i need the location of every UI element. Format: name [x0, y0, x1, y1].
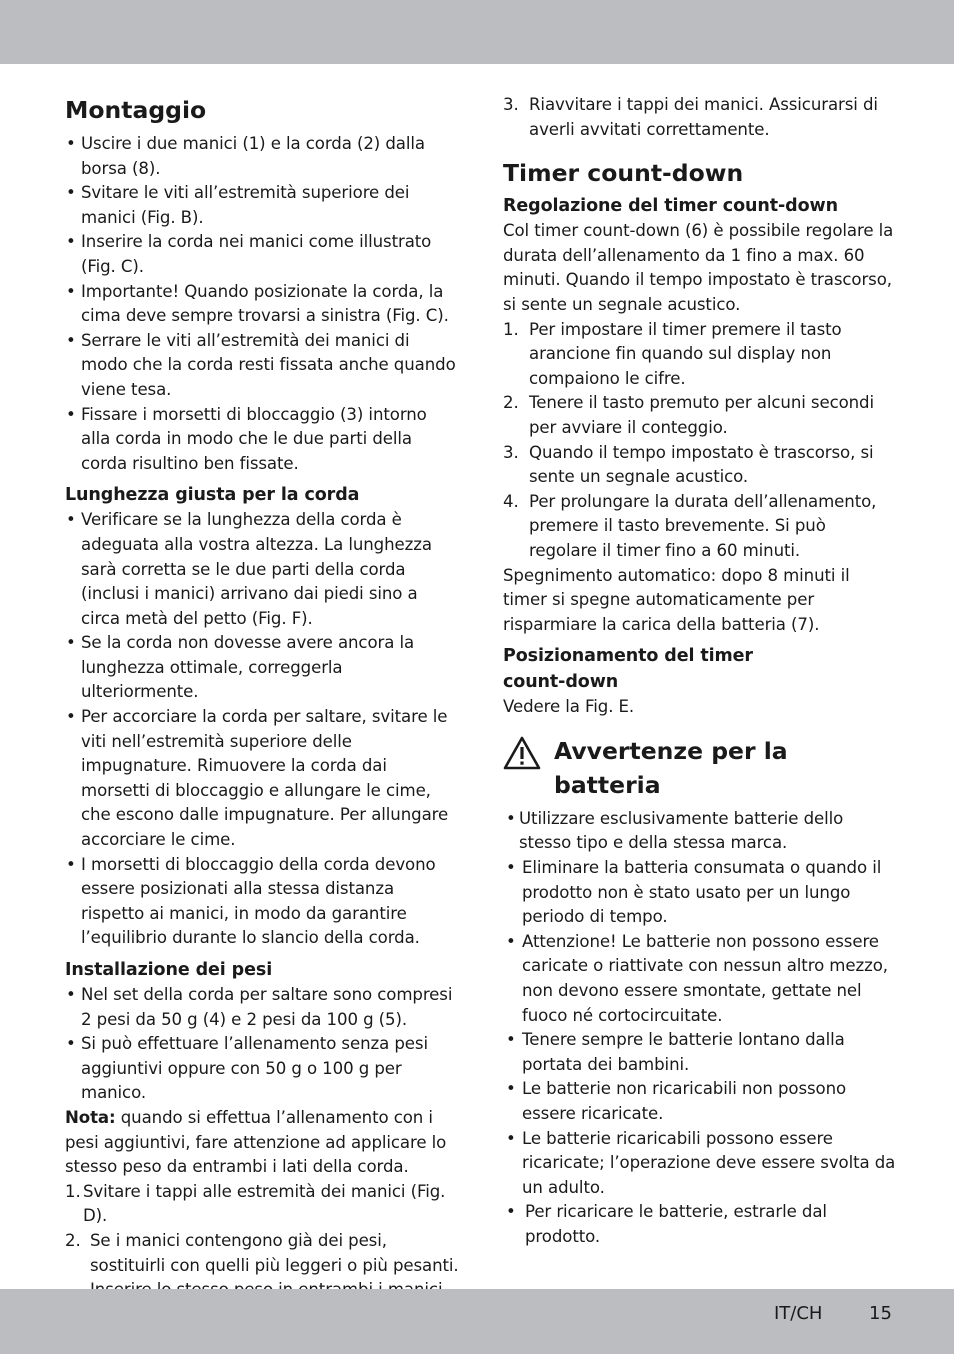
step-item: 1. Per impostare il timer premere il tasto arancione fin quando sul display non compaiono le cifre. [503, 319, 842, 388]
list-item: • Verificare se la lunghezza della corda è adeguata alla vostra altezza. La lunghezza sarà corretta se le due parti della corda (inclusi i manici) arrivano dai piedi sino a circa metà del petto (Fig. F). [66, 510, 432, 628]
list-item: • Si può effettuare l’allenamento senza pesi aggiuntivi oppure con 50 g o 100 g per manico. [66, 1034, 428, 1103]
list-item: • Uscire i due manici (1) e la corda (2) dalla borsa (8). [66, 134, 425, 178]
list-item: • Importante! Quando posizionate la corda, la cima deve sempre trovarsi a sinistra (Fig. C). [66, 281, 449, 326]
step-item: 2. Se i manici contengono già dei pesi, sostituirli con quelli più leggeri o più pesanti. [65, 1230, 459, 1275]
subheading-posizionamento: Posizionamento del timer count-down [503, 646, 753, 693]
regolazione-text: Col timer count-down (6) è possibile regolare la durata dell’allenamento da 1 fino a max. 60 minuti. Quando il tempo impostato è trascorso, si sente un segnale acustico. [503, 221, 894, 314]
page-number: 15 [869, 1303, 892, 1324]
list-item: • Le batterie ricaricabili possono essere ricaricate; l’operazione deve essere svolta da un adulto. [506, 1128, 896, 1197]
subheading-regolazione: Regolazione del timer count-down [503, 196, 838, 217]
list-item: • Tenere sempre le batterie lontano dalla portata dei bambini. [506, 1030, 845, 1074]
list-item: • Serrare le viti all’estremità dei manici di modo che la corda resti fissata anche quando viene tesa. [66, 330, 456, 399]
header-band [0, 0, 954, 64]
list-item: • Fissare i morsetti di bloccaggio (3) intorno alla corda in modo che le due parti della corda risultino ben fissate. [66, 404, 427, 473]
nota-paragraph [65, 1106, 460, 1180]
pesi-steps-continued [503, 93, 898, 142]
left-column [65, 93, 460, 1303]
montaggio-list [65, 132, 460, 476]
timer-steps [503, 318, 898, 564]
nota-label: Nota: [65, 1107, 116, 1127]
lunghezza-list [65, 508, 460, 951]
list-item: • Attenzione! Le batterie non possono essere caricate o riattivate con nessun altro mezzo, non devono essere smontate, gettate nel fuoco né cortocircuitate. [506, 931, 888, 1025]
step-item: 4. Per prolungare la durata dell’allenamento, premere il tasto brevemente. Si può regolare il timer fino a 60 minuti. [503, 491, 877, 560]
list-item: • Per accorciare la corda per saltare, svitare le viti nell’estremità superiore delle impugnature. Rimuovere la corda dai morsetti di bloccaggio e allungare le cime, che escono dalle impugnature. Per allungare accorciare le cime. [66, 707, 449, 850]
footer-language: IT/CH [774, 1303, 823, 1324]
step-item: 1. Svitare i tappi alle estremità dei manici (Fig. D). [65, 1181, 446, 1226]
nota-text: quando si effettua l’allenamento con i pesi aggiuntivi, fare attenzione ad applicare lo stesso peso da entrambi i lati della corda. [65, 1107, 447, 1177]
list-item: • Se la corda non dovesse avere ancora la lunghezza ottimale, correggerla ulteriormente. [66, 633, 415, 702]
section-title-montaggio: Montaggio [65, 96, 207, 124]
avvertenze-heading [503, 734, 898, 802]
posizionamento-text: Vedere la Fig. E. [503, 697, 635, 717]
list-item: • Eliminare la batteria consumata o quando il prodotto non è stato usato per un lungo periodo di tempo. [506, 858, 882, 927]
step-item: 2. Tenere il tasto premuto per alcuni secondi per avviare il conteggio. [503, 393, 875, 437]
step-item: 3. Riavvitare i tappi dei manici. Assicurarsi di averli avvitati correttamente. [503, 95, 878, 139]
section-title-avvertenze: Avvertenze per la batteria [554, 736, 788, 799]
warning-icon [503, 736, 541, 770]
list-item: • Utilizzare esclusivamente batterie dello stesso tipo e della stessa marca. [506, 808, 844, 853]
list-item: • Inserire la corda nei manici come illustrato (Fig. C). [66, 232, 432, 276]
pesi-steps [65, 1180, 460, 1303]
list-item: • Per ricaricare le batterie, estrarle dal prodotto. [506, 1202, 827, 1246]
subheading-lunghezza: Lunghezza giusta per la corda [65, 485, 360, 506]
subheading-pesi: Installazione dei pesi [65, 960, 273, 980]
list-item: • Le batterie non ricaricabili non possono essere ricaricate. [506, 1079, 847, 1123]
step-item: 3. Quando il tempo impostato è trascorso, si sente un segnale acustico. [503, 442, 874, 487]
avvertenze-list [503, 807, 898, 1250]
list-item: • I morsetti di bloccaggio della corda devono essere posizionati alla stessa distanza rispetto ai manici, in modo da garantire l’equilibrio durante lo slancio della corda. [66, 854, 436, 948]
list-item: • Svitare le viti all’estremità superiore dei manici (Fig. B). [66, 183, 410, 227]
section-title-timer: Timer count-down [503, 159, 744, 188]
list-item: • Nel set della corda per saltare sono compresi 2 pesi da 50 g (4) e 2 pesi da 100 g (5). [66, 985, 453, 1029]
pesi-list [65, 983, 460, 1106]
right-column [503, 93, 898, 1250]
spegnimento-text: Spegnimento automatico: dopo 8 minuti il timer si spegne automaticamente per risparmiare la carica della batteria (7). [503, 565, 850, 634]
